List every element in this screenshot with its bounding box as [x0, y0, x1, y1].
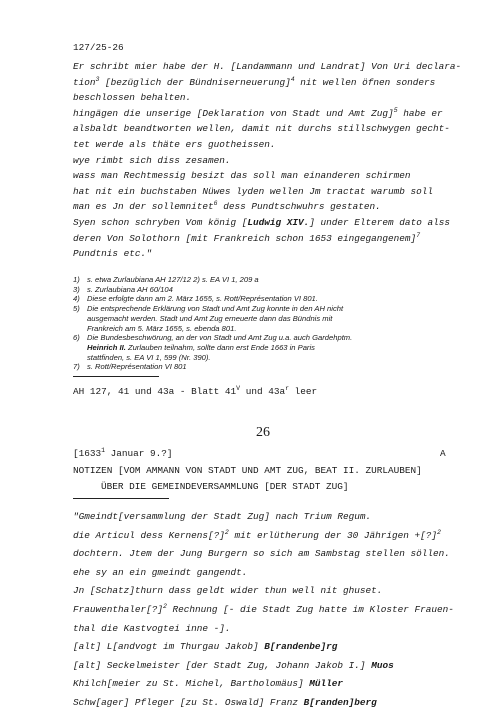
notes-line: [alt] Seckelmeister [der Stadt Zug, Johann Jakob I.] Muos [73, 659, 394, 671]
letter-line: man es Jn der sollemnitet$^6$ dess Pundtschwuhrs gestaten. [73, 200, 381, 213]
letter-text [73, 59, 461, 262]
footnote-number: 1) [73, 275, 80, 284]
footnote [73, 343, 352, 353]
footnote-body: s. Zurlaubiana AH 60/104 [87, 284, 173, 294]
bold-name: Heinrich II. [87, 342, 126, 352]
notes-line: ehe sy an ein gmeindt gangendt. [73, 566, 248, 578]
footnote-marker: 1 [101, 447, 106, 454]
footnotes [73, 275, 352, 372]
footnote-body: Heinrich II. Zurlauben teilnahm, sollte dann erst Ende 1663 in Paris [87, 342, 315, 352]
footnote [73, 275, 352, 285]
footnote [73, 304, 352, 314]
title-line: ÜBER DIE GEMEINDEVERSAMMLUNG [DER STADT ZUG] [101, 480, 349, 492]
notes-line: thal die Kastvogtei inne -]. [73, 622, 231, 634]
section-divider [73, 376, 159, 377]
footnote [73, 285, 352, 295]
footnote-marker: 3 [95, 75, 100, 83]
letter-line: hat nit ein buchstaben Nüwes lyden wellen Jm tractat warumb soll [73, 185, 434, 197]
footnote-body: Die entsprechende Erklärung von Stadt und Amt Zug konnte in den AH nicht [87, 304, 344, 314]
footnote-marker: 5 [393, 106, 398, 114]
letter-line: wye rimbt sich diss zesamen. [73, 154, 231, 166]
archive-reference: AH 127, 41 und 43a - Blatt $41^V$ und $43a^r$ leer [73, 385, 318, 397]
letter-line: alsbaldt beandtworten wellen, damit nit durchs stillschwygen gecht- [73, 123, 450, 135]
letter-line: tet werde als thäte ers guotheissen. [73, 138, 276, 150]
letter-line: beschlossen behalten. [73, 92, 192, 104]
letter-line: tion$^3$ [bezüglich der Bündniserneuerung]$^4$ nit wellen öfnen sonders [73, 75, 436, 88]
footnote-marker: r [285, 385, 289, 392]
footnote-body: ausgemacht werden. Stadt und Amt Zug erneuerte dann das Bündnis mit [87, 313, 333, 323]
bold-name: Müller [309, 678, 344, 690]
footnote-body: stattfinden, s. EA VI 1, 599 (Nr. 390). [87, 352, 211, 362]
letter-line: Syen schon schryben Vom könig [Ludwig XIV.] under Elterem dato alss [73, 216, 450, 228]
document-date: [1633$^1$ Januar 9.?] [73, 447, 173, 459]
bold-name: Ludwig XIV. [247, 216, 310, 228]
footnote [73, 314, 352, 324]
letter-line: deren Von Solothorn [mit Frankreich schon 1653 eingegangenem]$^7$ [73, 231, 421, 244]
document-category: A [440, 448, 446, 459]
bold-name: Muos [371, 659, 394, 671]
notes-line: Khilch[meier zu St. Michel, Bartholomäus] Müller [73, 678, 344, 690]
footnote-marker: V [236, 385, 241, 392]
footnote [73, 294, 352, 304]
footnote-marker: 7 [416, 231, 421, 239]
title-line: NOTIZEN [VOM AMMANN VON STADT UND AMT ZUG, BEAT II. ZURLAUBEN] [73, 465, 422, 476]
notes-line: "Gmeindt[versammlung der Stadt Zug] nach Trium Regum. [73, 511, 372, 522]
notes-text [73, 508, 454, 713]
footnote-body: s. etwa Zurlaubiana AH 127/12 2) s. EA VI 1, 209 a [87, 275, 259, 284]
footnote [73, 333, 352, 343]
document-title [73, 463, 422, 494]
footnote [73, 353, 352, 363]
letter-line: Er schribt mier habe der H. [Landammann und Landrat] Von Uri declara- [73, 61, 462, 72]
title-divider [73, 498, 169, 499]
footnote-marker: 2 [224, 528, 229, 536]
notes-line: Frauwenthaler[?]$^2$ Rechnung [- die Stadt Zug hatte im Kloster Frauen- [73, 602, 454, 615]
footnote-marker: 2 [436, 528, 441, 536]
notes-line: die Articul dess Kernens[?]$^2$ mit erlütherung der 30 Jährigen +[?]$^2$ [73, 528, 441, 541]
footnote-number: 3) [73, 284, 80, 294]
footnote-number: 4) [73, 294, 80, 304]
notes-line: [alt] L[andvogt im Thurgau Jakob] B[randenbe]rg [73, 641, 338, 653]
footnote [73, 362, 352, 372]
footnote-body: s. Rott/Représentation VI 801 [87, 362, 187, 372]
footnote-body: Frankreich am 5. März 1655, s. ebenda 801. [87, 323, 237, 333]
notes-line: dochtern. Jtem der Jung Burgern so sich am Sambstag stellen söllen. [73, 548, 450, 560]
footnote [73, 324, 352, 334]
footnote-number: 6) [73, 333, 80, 343]
document-number: 26 [256, 425, 270, 440]
bold-name: B[randen]berg [303, 696, 377, 708]
footnote-marker: 6 [213, 200, 218, 208]
page-reference: 127/25-26 [73, 42, 124, 53]
bold-name: B[randenbe]rg [264, 641, 338, 653]
letter-line: wass man Rechtmessig besizt das soll man einanderen schirmen [73, 170, 411, 182]
letter-line: hingägen die unserige [Deklaration von Stadt und Amt Zug]$^5$ habe er [73, 106, 443, 119]
notes-line: Schw[ager] Pfleger [zu St. Oswald] Franz B[randen]berg [73, 696, 377, 708]
footnote-number: 5) [73, 304, 80, 314]
footnote-marker: 4 [290, 75, 295, 83]
footnote-body: Diese erfolgte dann am 2. März 1655, s. Rott/Représentation VI 801. [87, 294, 318, 304]
footnote-number: 7) [73, 362, 80, 372]
footnote-body: Die Bundesbeschwörung, an der von Stadt und Amt Zug u.a. auch Gardehptm. [87, 333, 353, 343]
letter-line: Pundtnis etc." [73, 248, 152, 260]
notes-line: Jn [Schatz]thurn dass geldt wider thun well nit ghuset. [73, 585, 383, 597]
footnote-marker: 2 [163, 602, 167, 610]
